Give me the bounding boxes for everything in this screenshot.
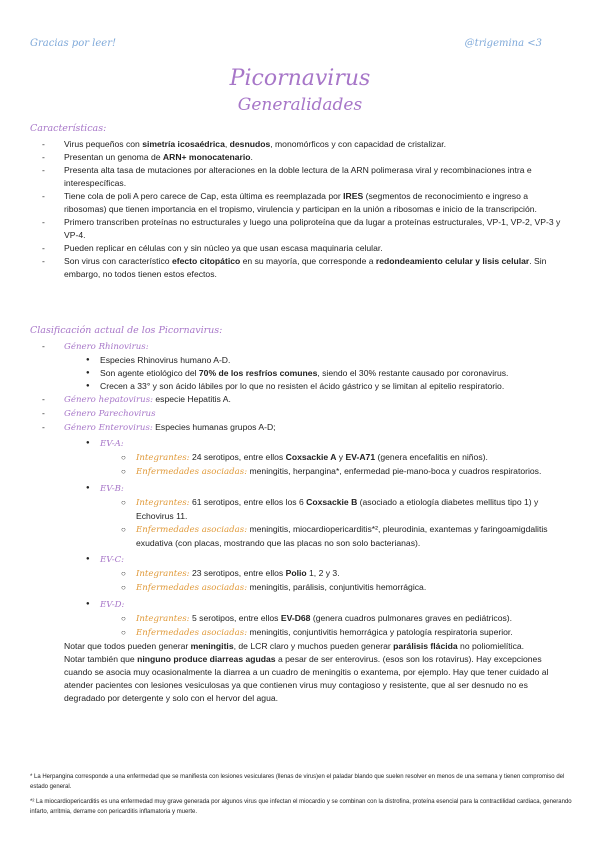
clasificacion-list (30, 340, 570, 705)
footnote-miocardiopericarditis: *² La miocardiopericarditis es una enfermedad muy grave generada por algunos virus que infectan el miocardio y se combinan con la distrofina, proteína esencial para la contractilidad cardiaca, generando infarto, arritmia, derrame con pericarditis inflamatoria y muerte. (30, 799, 572, 815)
genus-hepatovirus: - Género hepatovirus: especie Hepatitis A. (30, 393, 570, 407)
list-item: ○ Integrantes: 61 serotipos, entre ellos los 6 Coxsackie B (asociado a etiología diabetes mellitus tipo 1) y Echovirus 11. (30, 496, 570, 523)
list-item: ● Especies Rhinovirus humano A-D. (30, 354, 570, 367)
list-item: ○ Enfermedades asociadas: meningitis, parálisis, conjuntivitis hemorrágica. (30, 581, 570, 595)
note-meningitis: Notar que todos pueden generar meningitis, de LCR claro y muchos pueden generar parálisis flácida no poliomielítica. (64, 641, 525, 651)
list-item: - Presentan un genoma de ARN+ monocatenario. (30, 151, 570, 164)
page-subtitle: Generalidades (237, 95, 363, 115)
header-right-handle: @trigemina <3 (464, 38, 542, 49)
list-item: - Virus pequeños con simetría icosaédrica, desnudos, monomórficos y con capacidad de cristalizar. (30, 138, 570, 151)
genus-enterovirus: - Género Enterovirus: Especies humanas grupos A-D; (30, 421, 570, 435)
group-evc: ● EV-C: (30, 553, 570, 567)
footnote-herpangina: * La Herpangina corresponde a una enfermedad que se manifiesta con lesiones vesiculares (llenas de virus)en el paladar blando que suelen resolver en menos de una semana y tienen compromiso del estado general. (30, 774, 565, 790)
group-eva: ● EV-A: (30, 437, 570, 451)
note-diarrea: Notar también que ninguno produce diarreas agudas a pesar de ser enterovirus. (esos son los rotavirus). Hay excepciones cuando se asocia muy ocasionalmente la diarrea a un cuadro de meningitis o exantema, por ejemplo. Hay que tener cuidado al atender pacientes con lesiones vesiculosas ya que contienen virus muy contagioso y resistente, que al ser desnudo no es degradado por detergente y solo con el hervor del agua. (64, 654, 549, 703)
list-item: - Pueden replicar en células con y sin núcleo ya que usan escasa maquinaria celular. (30, 242, 570, 255)
list-item: ○ Enfermedades asociadas: meningitis, herpangina*, enfermedad pie-mano-boca y cuadros respiratorios. (30, 465, 570, 479)
header-left-text: Gracias por leer! (30, 38, 117, 49)
genus-parechovirus: - Género Parechovirus (30, 407, 570, 421)
genus-rhinovirus: - Género Rhinovirus: (30, 340, 570, 354)
group-evb: ● EV-B: (30, 482, 570, 496)
section-caracteristicas-heading: Características: (30, 123, 107, 134)
list-item: ● Crecen a 33° y son ácido lábiles por lo que no resisten el ácido gástrico y se limitan al epitelio respiratorio. (30, 380, 570, 393)
list-item: ○ Enfermedades asociadas: meningitis, conjuntivitis hemorrágica y patología respiratoria superior. (30, 626, 570, 640)
caracteristicas-list (30, 138, 570, 281)
list-item: ○ Integrantes: 5 serotipos, entre ellos EV-D68 (genera cuadros pulmonares graves en pediátricos). (30, 612, 570, 626)
list-item: - Son virus con característico efecto citopático en su mayoría, que corresponde a redondeamiento celular y lisis celular. Sin embargo, no todos tienen estos efectos. (30, 255, 570, 281)
list-item: - Tiene cola de poli A pero carece de Cap, esta última es reemplazada por IRES (segmentos de reconocimiento e ingreso a ribosomas) que tienen importancia en el tropismo, virulencia y participan en la unión a ribosomas e inicio de la transcripción. (30, 190, 570, 216)
list-item: - Primero transcriben proteínas no estructurales y luego una poliproteína que da lugar a proteínas estructurales, VP-1, VP-2, VP-3 y VP-4. (30, 216, 570, 242)
list-item: ○ Integrantes: 24 serotipos, entre ellos Coxsackie A y EV-A71 (genera encefalitis en niños). (30, 451, 570, 465)
list-item: - Presenta alta tasa de mutaciones por alteraciones en la doble lectura de la ARN polimerasa viral y recombinaciones intra e interespecíficas. (30, 164, 570, 190)
list-item: ○ Enfermedades asociadas: meningitis, miocardiopericarditis*², pleurodinia, exantemas y faringoamigdalitis exudativa (con placas, mostrando que las placas no son solo bacterianas). (30, 523, 570, 550)
list-item: ● Son agente etiológico del 70% de los resfríos comunes, siendo el 30% restante causado por coronavirus. (30, 367, 570, 380)
section-clasificacion-heading: Clasificación actual de los Picornavirus: (30, 325, 223, 336)
page-title: Picornavirus (229, 66, 371, 91)
group-evd: ● EV-D: (30, 598, 570, 612)
list-item: ○ Integrantes: 23 serotipos, entre ellos Polio 1, 2 y 3. (30, 567, 570, 581)
